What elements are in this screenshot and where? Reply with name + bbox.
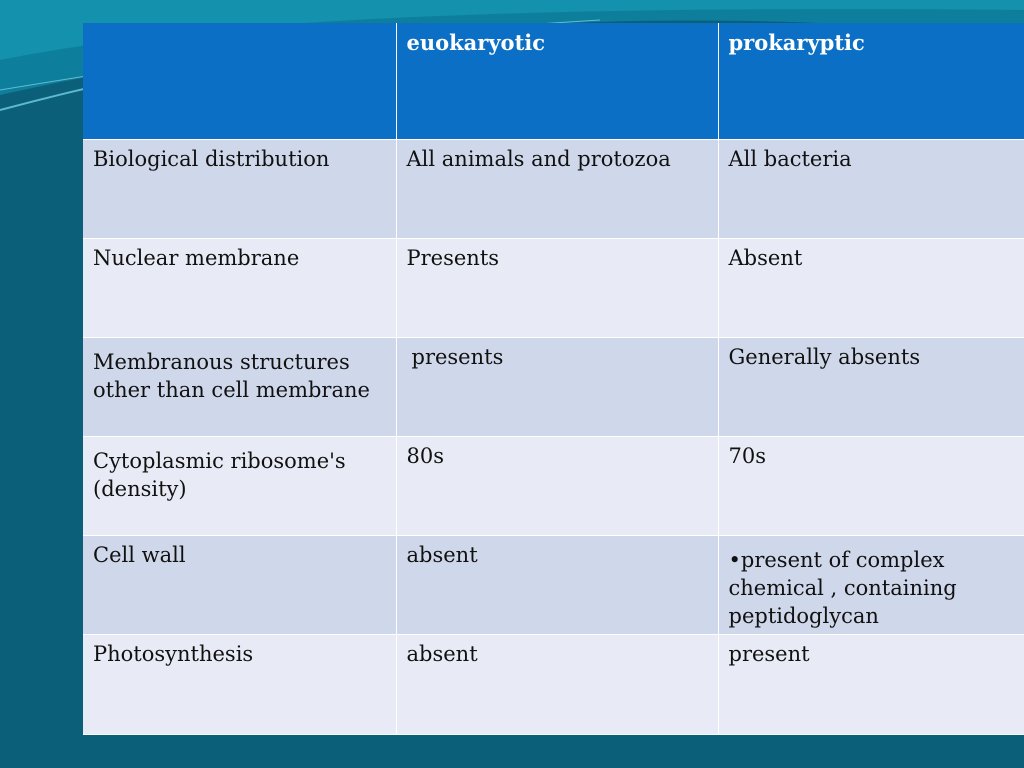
prokaryotic-cell: [718, 535, 1024, 634]
header-prokaryotic: prokaryptic: [718, 23, 1024, 139]
prokaryotic-cell: 70s: [718, 436, 1024, 535]
table-row: [83, 139, 1024, 238]
header-eukaryotic: euokaryotic: [396, 23, 718, 139]
feature-cell: Nuclear membrane: [83, 238, 396, 337]
feature-cell: Cell wall: [83, 535, 396, 634]
feature-cell: Photosynthesis: [83, 634, 396, 734]
table-row: [83, 634, 1024, 734]
feature-cell: Cytoplasmic ribosome's (density): [83, 436, 396, 535]
prokaryotic-cell: Generally absents: [718, 337, 1024, 436]
table-row: [83, 436, 1024, 535]
comparison-table: [83, 23, 1024, 735]
feature-cell: Membranous structures other than cell membrane: [83, 337, 396, 436]
table-header-row: [83, 23, 1024, 139]
feature-cell: Biological distribution: [83, 139, 396, 238]
prokaryotic-cell: Absent: [718, 238, 1024, 337]
table-row: [83, 535, 1024, 634]
table-row: [83, 337, 1024, 436]
eukaryotic-cell: presents: [396, 337, 718, 436]
prokaryotic-cell: All bacteria: [718, 139, 1024, 238]
eukaryotic-cell: All animals and protozoa: [396, 139, 718, 238]
eukaryotic-cell: absent: [396, 634, 718, 734]
eukaryotic-cell: absent: [396, 535, 718, 634]
prokaryotic-cell: present: [718, 634, 1024, 734]
bullet-text: • present of complex chemical , containing peptidoglycan: [729, 548, 957, 628]
eukaryotic-cell: 80s: [396, 436, 718, 535]
table-row: [83, 238, 1024, 337]
header-feature: [83, 23, 396, 139]
eukaryotic-cell: Presents: [396, 238, 718, 337]
